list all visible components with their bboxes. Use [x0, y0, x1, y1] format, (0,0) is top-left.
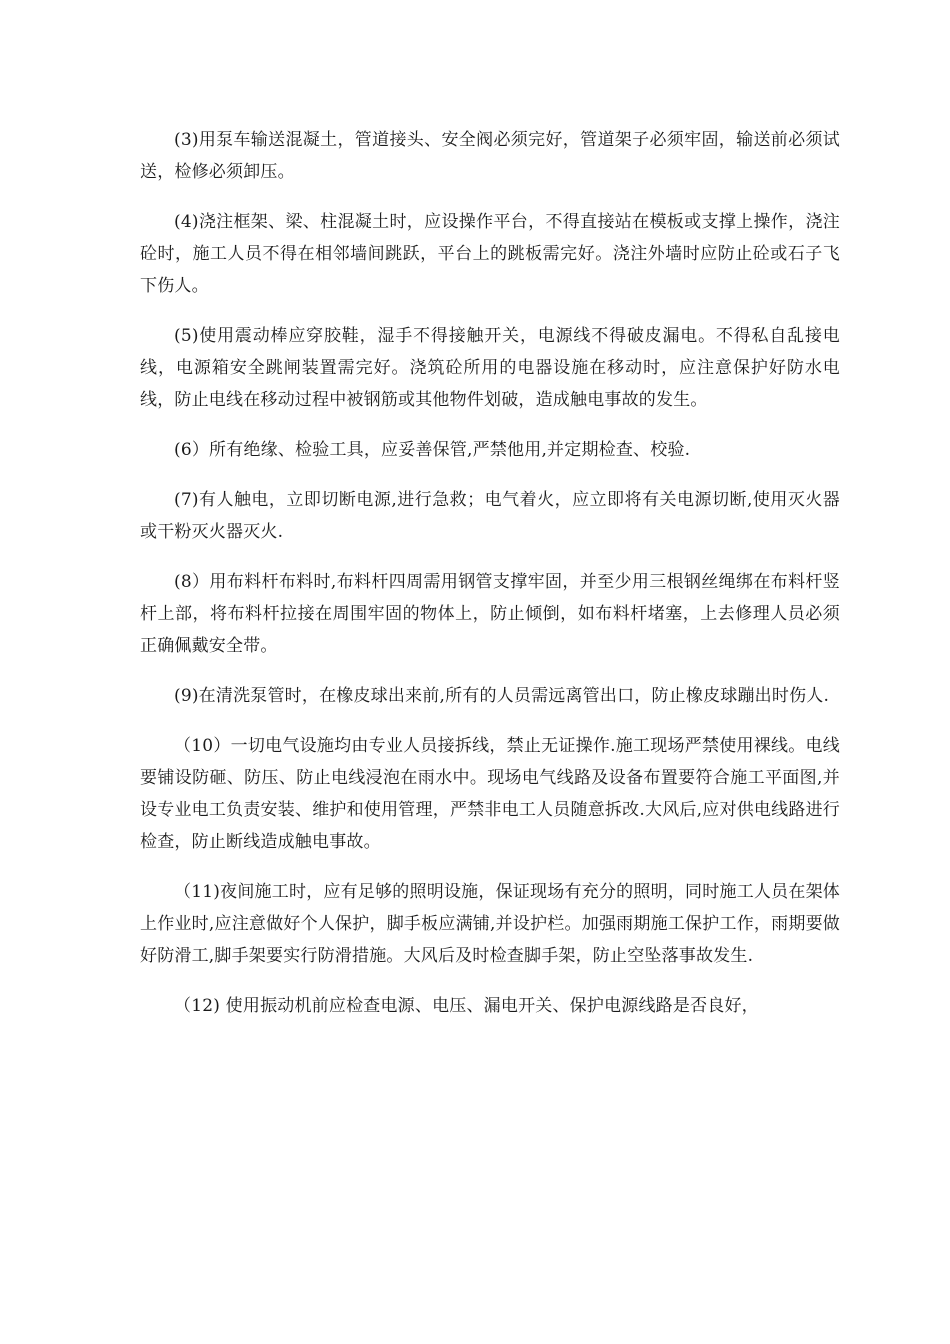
document-body [140, 124, 840, 1040]
paragraph-item-9: (9)在清洗泵管时，在橡皮球出来前,所有的人员需远离管出口，防止橡皮球蹦出时伤人. [174, 686, 830, 706]
paragraph-item-5: (5)使用震动棒应穿胶鞋，湿手不得接触开关，电源线不得破皮漏电。不得私自乱接电线，电源箱安全跳闸装置需完好。浇筑砼所用的电器设施在移动时，应注意保护好防水电线，防止电线在移动过程中被钢筋或其他物件划破，造成触电事故的发生。 [140, 326, 840, 410]
paragraph-item-12: （12) 使用振动机前应检查电源、电压、漏电开关、保护电源线路是否良好， [174, 996, 759, 1016]
paragraph-item-4: (4)浇注框架、梁、柱混凝土时，应设操作平台，不得直接站在模板或支撑上操作，浇注砼时，施工人员不得在相邻墙间跳跃，平台上的跳板需完好。浇注外墙时应防止砼或石子飞下伤人。 [140, 212, 840, 296]
paragraph-item-7: (7)有人触电，立即切断电源,进行急救；电气着火，应立即将有关电源切断,使用灭火器或干粉灭火器灭火. [140, 490, 840, 542]
paragraph-item-10: （10）一切电气设施均由专业人员接拆线，禁止无证操作.施工现场严禁使用裸线。电线要铺设防砸、防压、防止电线浸泡在雨水中。现场电气线路及设备布置要符合施工平面图,并设专业电工负责安装、维护和使用管理，严禁非电工人员随意拆改.大风后,应对供电线路进行检查，防止断线造成触电事故。 [140, 736, 840, 852]
paragraph-item-6: (6）所有绝缘、检验工具，应妥善保管,严禁他用,并定期检查、校验. [174, 440, 691, 460]
paragraph-item-11: （11)夜间施工时，应有足够的照明设施，保证现场有充分的照明，同时施工人员在架体上作业时,应注意做好个人保护，脚手板应满铺,并设护栏。加强雨期施工保护工作，雨期要做好防滑工,脚手架要实行防滑措施。大风后及时检查脚手架，防止空坠落事故发生. [140, 882, 840, 966]
paragraph-item-3: (3)用泵车输送混凝土，管道接头、安全阀必须完好，管道架子必须牢固，输送前必须试送，检修必须卸压。 [140, 130, 840, 182]
paragraph-item-8: (8）用布料杆布料时,布料杆四周需用钢管支撑牢固，并至少用三根钢丝绳绑在布料杆竖杆上部，将布料杆拉接在周围牢固的物体上，防止倾倒，如布料杆堵塞，上去修理人员必须正确佩戴安全带。 [140, 572, 840, 656]
